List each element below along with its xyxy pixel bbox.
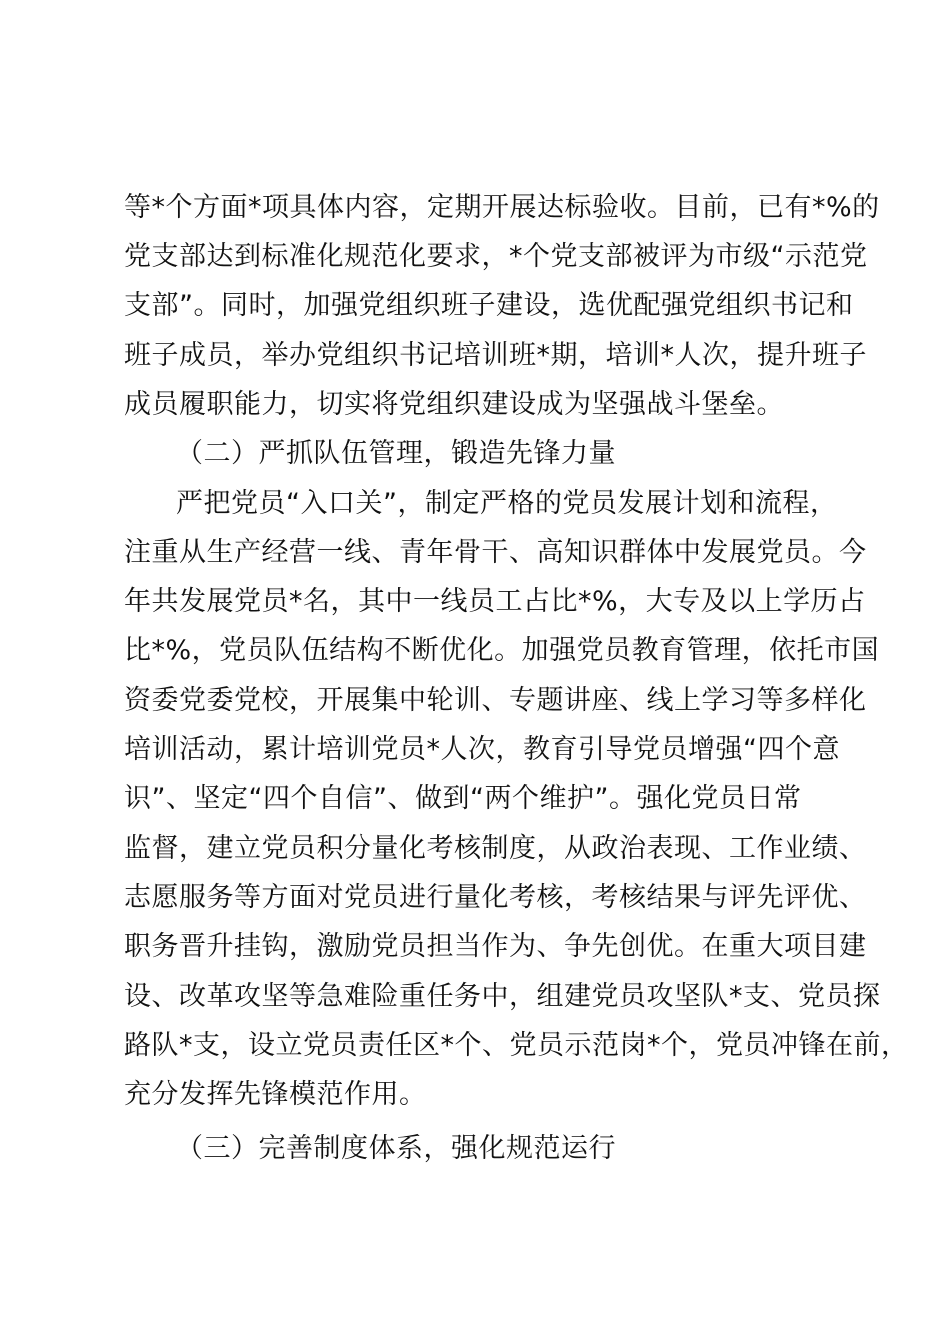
text-line: 党支部达到标准化规范化要求，*个党支部被评为市级“示范党: [124, 241, 868, 272]
text-line: 支部”。同时，加强党组织班子建设，选优配强党组织书记和: [124, 290, 854, 321]
text-line: 成员履职能力，切实将党组织建设成为坚强战斗堡垒。: [124, 389, 784, 420]
text-line: 班子成员，举办党组织书记培训班*期，培训*人次，提升班子: [124, 340, 867, 371]
text-line: 资委党委党校，开展集中轮训、专题讲座、线上学习等多样化: [124, 685, 867, 716]
text-line: 充分发挥先锋模范作用。: [124, 1079, 427, 1110]
text-line: 设、改革攻坚等急难险重任务中，组建党员攻坚队*支、党员探: [124, 981, 881, 1012]
section-heading: （二）严抓队伍管理，锻造先锋力量: [176, 438, 616, 469]
section-heading: （三）完善制度体系，强化规范运行: [176, 1133, 616, 1164]
text-line: 比*%，党员队伍结构不断优化。加强党员教育管理，依托市国: [124, 635, 880, 666]
text-line: 监督，建立党员积分量化考核制度，从政治表现、工作业绩、: [124, 833, 867, 864]
text-line: 志愿服务等方面对党员进行量化考核，考核结果与评先评优、: [124, 882, 867, 913]
text-line: 识”、坚定“四个自信”、做到“两个维护”。强化党员日常: [124, 783, 802, 814]
text-line: 路队*支，设立党员责任区*个、党员示范岗*个，党员冲锋在前，: [124, 1030, 909, 1061]
text-line: 等*个方面*项具体内容，定期开展达标验收。目前，已有*%的: [124, 192, 880, 223]
text-line: 职务晋升挂钩，激励党员担当作为、争先创优。在重大项目建: [124, 931, 867, 962]
text-line: 严把党员“入口关”，制定严格的党员发展计划和流程，: [176, 488, 838, 519]
text-line: 培训活动，累计培训党员*人次，教育引导党员增强“四个意: [124, 734, 840, 765]
text-line: 注重从生产经营一线、青年骨干、高知识群体中发展党员。今: [124, 537, 867, 568]
text-line: 年共发展党员*名，其中一线员工占比*%，大专及以上学历占: [124, 586, 866, 617]
